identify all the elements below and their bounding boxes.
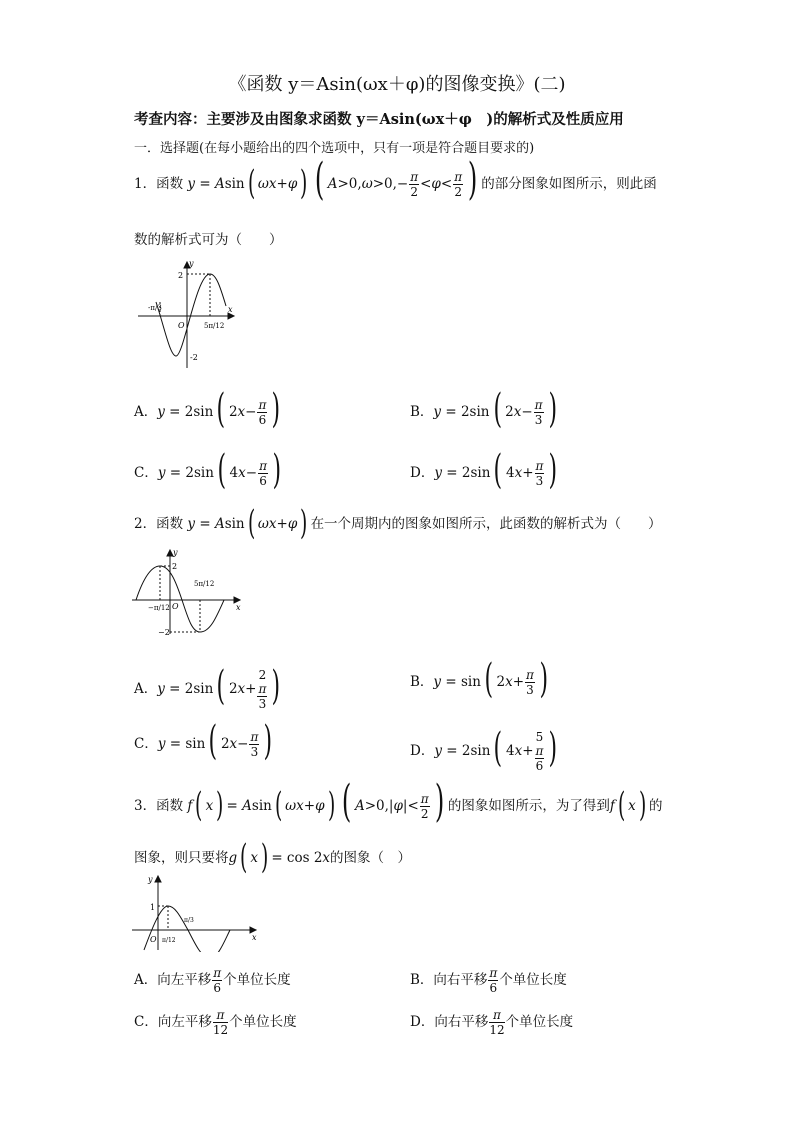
x-right-tick-label: 5π/12 — [204, 322, 225, 330]
question-3-line2: 图象，则只要将g( x) = cos 2x的图象（ ） — [134, 837, 412, 877]
question-3-graph — [130, 872, 262, 952]
question-1-stem: 1．函数 y = Asin( ωx+φ) ( A>0,ω>0,− $\frac{\pi}{2}$ <φ< $\frac{\pi}{2}$ ) 的部分图象如图所示，则此函 — [134, 154, 657, 205]
y-max-label: 2 — [172, 562, 178, 571]
origin-label: O — [150, 935, 157, 944]
x-axis-label: x — [228, 305, 233, 314]
y-axis-label: y — [173, 548, 178, 557]
q3-option-b[interactable]: B．向右平移 $\frac{\pi}{6}$ 个单位长度 — [410, 966, 567, 995]
sine-curve — [136, 566, 224, 632]
q2-option-d[interactable]: D．y = 2sin( 4x+ 5 π 6 ) — [410, 725, 558, 773]
x-left-tick-label: -π/3 — [148, 304, 162, 312]
q2-option-b[interactable]: B．y = sin( 2x+ $\frac{\pi}{3}$ ) — [410, 656, 549, 702]
x-axis-label: x — [236, 603, 241, 612]
x-tick-pi-3: π/3 — [184, 917, 194, 924]
question-1-condition-tail: 的部分图象如图所示，则此函 — [481, 176, 657, 192]
x-left-tick-label: −π/12 — [148, 604, 170, 612]
question-2-graph — [130, 546, 250, 638]
x-axis-label: x — [252, 933, 257, 942]
question-3-stem: 3．函数 f( x) = Asin( ωx+φ) ( A>0,|φ|< $\frac{\pi}{2}$ ) 的图象如图所示，为了得到f( x) 的 — [134, 776, 663, 827]
sine-curve — [144, 906, 230, 952]
q3-option-c[interactable]: C．向左平移 $\frac{\pi}{12}$ 个单位长度 — [134, 1008, 297, 1037]
question-1-line2: 数的解析式可为（ ） — [134, 232, 283, 248]
x-right-tick-label: 5π/12 — [194, 580, 215, 588]
y-min-label: −2 — [158, 628, 170, 637]
y-axis-label: y — [148, 875, 153, 884]
y-axis-label: y — [189, 259, 194, 268]
q1-option-c[interactable]: C．y = 2sin( 4x− $\frac{\pi}{6}$ ) — [134, 447, 282, 493]
y-max-label: 2 — [178, 271, 184, 280]
question-2-number: 2．函数 — [134, 516, 184, 532]
question-2-tail: 在一个周期内的图象如图所示，此函数的解析式为（ ） — [310, 516, 662, 532]
q1-option-a[interactable]: A．y = 2sin( 2x− $\frac{\pi}{6}$ ) — [134, 386, 281, 432]
y-max-label: 1 — [150, 903, 156, 912]
scope-subtitle: 考查内容：主要涉及由图象求函数 y＝Asin(ωx＋φ )的解析式及性质应用 — [134, 111, 624, 128]
q3-option-d[interactable]: D．向右平移 $\frac{\pi}{12}$ 个单位长度 — [410, 1008, 574, 1037]
sine-curve — [156, 274, 226, 356]
frac: $\frac{\pi}{2}$ — [410, 170, 419, 199]
y-min-label: -2 — [190, 353, 198, 362]
section-heading: 一．选择题(在每小题给出的四个选项中，只有一项是符合题目要求的) — [134, 141, 535, 156]
origin-label: O — [172, 602, 179, 611]
x-tick-pi-12: π/12 — [162, 937, 176, 944]
page-title: 《函数 y＝Asin(ωx＋φ)的图像变换》(二) — [228, 74, 566, 95]
question-3-number: 3．函数 — [134, 798, 184, 814]
q2-option-a[interactable]: A．y = 2sin( 2x+ 2 π 3 ) — [134, 663, 281, 711]
q2-option-c[interactable]: C．y = sin( 2x− $\frac{\pi}{3}$ ) — [134, 718, 273, 764]
origin-label: O — [178, 321, 185, 330]
question-2-stem: 2．函数 y = Asin( ωx+φ) 在一个周期内的图象如图所示，此函数的解析式为（ ） — [134, 503, 662, 543]
q3-option-a[interactable]: A．向左平移 $\frac{\pi}{6}$ 个单位长度 — [134, 966, 291, 995]
question-1-number: 1．函数 — [134, 176, 184, 192]
q1-option-d[interactable]: D．y = 2sin( 4x+ $\frac{\pi}{3}$ ) — [410, 447, 558, 493]
q1-option-b[interactable]: B．y = 2sin( 2x− $\frac{\pi}{3}$ ) — [410, 386, 557, 432]
question-1-graph — [134, 256, 244, 374]
